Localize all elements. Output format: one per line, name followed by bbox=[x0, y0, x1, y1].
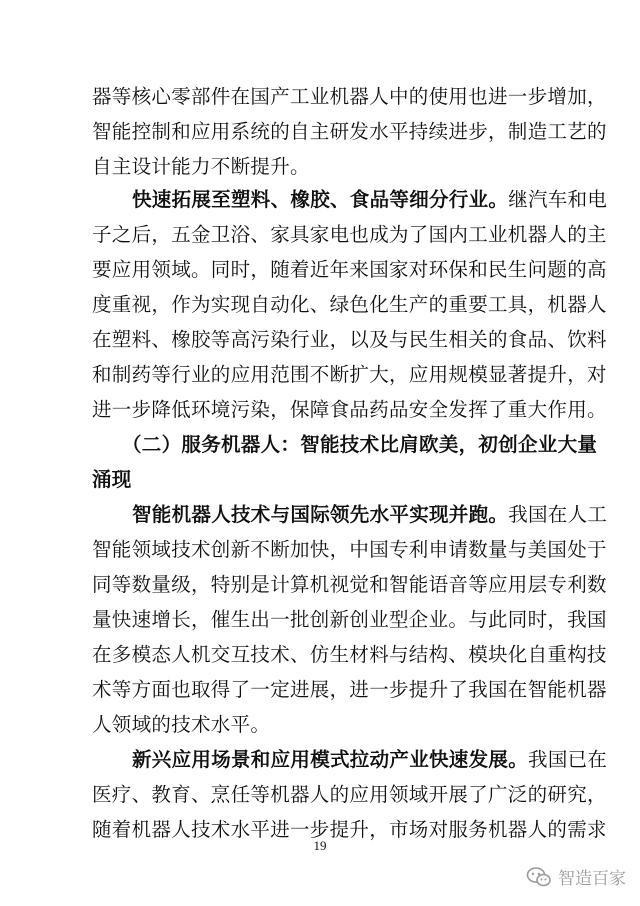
text-line bbox=[92, 258, 607, 282]
text-line bbox=[92, 678, 607, 702]
text-line bbox=[92, 608, 607, 632]
text-line bbox=[132, 188, 607, 212]
text-segment: 进一步降低环境污染，保障食品药品安全发挥了重大作用。 bbox=[92, 398, 607, 421]
text-segment: 随着机器人技术水平进一步提升，市场对服务机器人的需求 bbox=[92, 818, 607, 841]
text-segment: 在塑料、橡胶等高污染行业，以及与民生相关的食品、饮料 bbox=[92, 328, 607, 351]
text-segment: 子之后，五金卫浴、家具家电也成为了国内工业机器人的主 bbox=[92, 223, 607, 246]
section-heading bbox=[92, 468, 132, 492]
text-line bbox=[92, 538, 607, 562]
watermark bbox=[526, 864, 626, 889]
text-segment: 术等方面也取得了一定进展，进一步提升了我国在智能机器 bbox=[92, 678, 607, 701]
text-segment: 和制药等行业的应用范围不断扩大，应用规模显著提升，对 bbox=[92, 363, 607, 386]
text-line bbox=[92, 398, 607, 422]
text-segment: 医疗、教育、烹任等机器人的应用领域开展了广泛的研究， bbox=[92, 783, 607, 806]
text-segment: 继汽车和电 bbox=[508, 188, 608, 211]
text-segment: 度重视，作为实现自动化、绿色化生产的重要工具，机器人 bbox=[92, 293, 607, 316]
text-line bbox=[92, 155, 310, 179]
bold-text-segment: 新兴应用场景和应用模式拉动产业快速发展。 bbox=[132, 748, 529, 771]
watermark-text: 智造百家 bbox=[558, 869, 626, 889]
text-line bbox=[92, 293, 607, 317]
text-segment: 在多模态人机交互技术、仿生材料与结构、模块化自重构技 bbox=[92, 643, 607, 666]
text-segment: 人领域的技术水平。 bbox=[92, 713, 271, 736]
page-number: 19 bbox=[313, 838, 327, 853]
text-line bbox=[92, 120, 607, 144]
bold-text-segment: 涌现 bbox=[92, 468, 132, 491]
text-segment: 智能控制和应用系统的自主研发水平持续进步，制造工艺的 bbox=[92, 120, 607, 143]
text-line bbox=[92, 363, 607, 387]
text-segment: 自主设计能力不断提升。 bbox=[92, 155, 310, 178]
text-line bbox=[92, 713, 270, 737]
text-segment: 我国在人工 bbox=[508, 503, 608, 526]
wechat-icon bbox=[526, 866, 552, 888]
section-heading bbox=[122, 433, 597, 457]
text-segment: 器等核心零部件在国产工业机器人中的使用也进一步增加， bbox=[92, 85, 607, 108]
text-line bbox=[92, 328, 607, 352]
text-line bbox=[92, 783, 607, 807]
bold-text-segment: 快速拓展至塑料、橡胶、食品等细分行业。 bbox=[132, 188, 509, 211]
bold-text-segment: 智能机器人技术与国际领先水平实现并跑。 bbox=[132, 503, 509, 526]
text-line bbox=[92, 85, 607, 109]
text-line bbox=[132, 503, 607, 527]
bold-text-segment: （二）服务机器人：智能技术比肩欧美，初创企业大量 bbox=[122, 433, 598, 456]
text-line bbox=[132, 748, 607, 772]
text-line bbox=[92, 643, 607, 667]
text-line bbox=[92, 223, 607, 247]
text-segment: 我国已在 bbox=[528, 748, 608, 771]
text-segment: 同等数量级，特别是计算机视觉和智能语音等应用层专利数 bbox=[92, 573, 607, 596]
text-line bbox=[92, 573, 607, 597]
text-segment: 量快速增长，催生出一批创新创业型企业。与此同时，我国 bbox=[92, 608, 607, 631]
text-segment: 要应用领域。同时，随着近年来国家对环保和民生问题的高 bbox=[92, 258, 607, 281]
text-segment: 智能领域技术创新不断加快，中国专利申请数量与美国处于 bbox=[92, 538, 607, 561]
